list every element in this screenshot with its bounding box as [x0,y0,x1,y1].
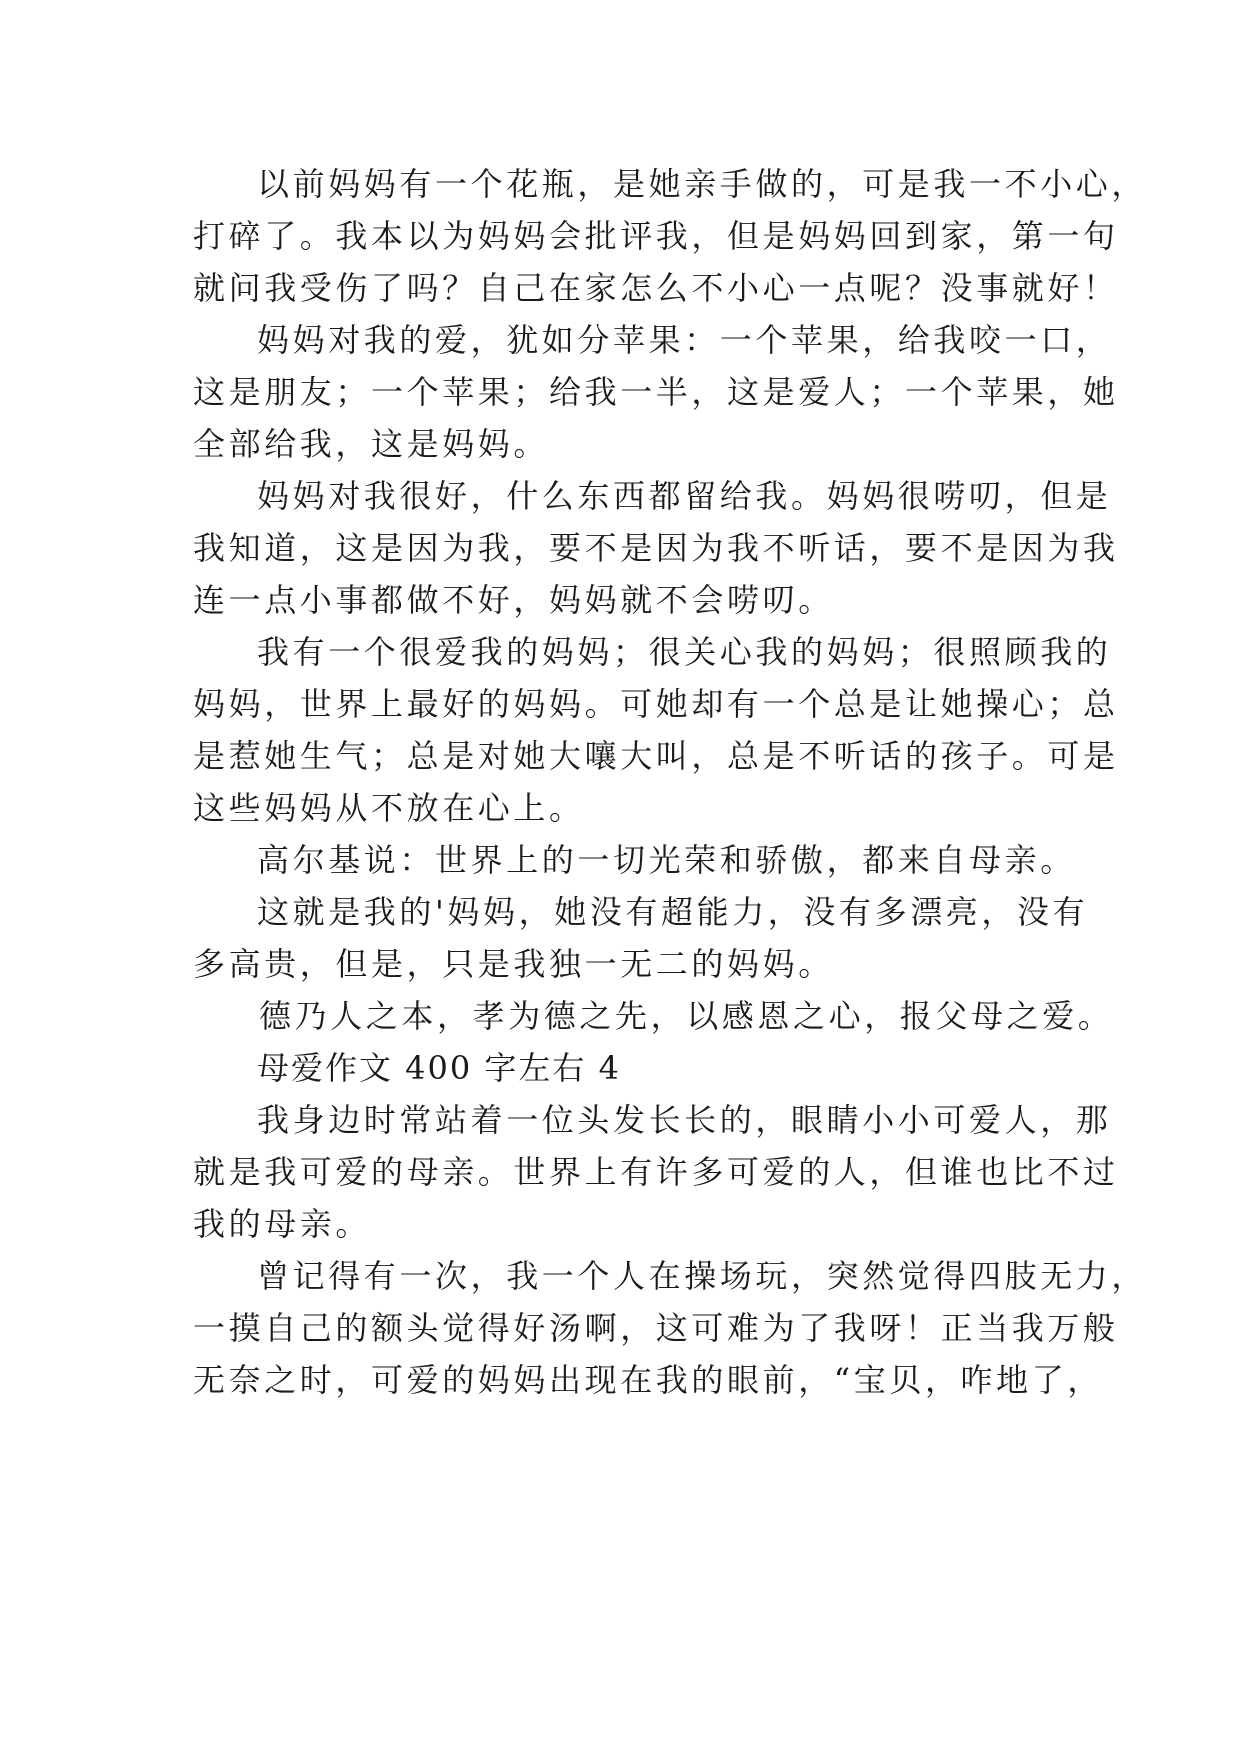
paragraph-line: 德乃人之本，孝为德之先，以感恩之心，报父母之爱。 [259,997,1114,1035]
paragraph-line: 曾记得有一次，我一个人在操场玩，突然觉得四肢无力， [257,1257,1148,1295]
paragraph-line: 妈妈对我的爱，犹如分苹果：一个苹果，给我咬一口， [257,321,1112,359]
paragraph-line: 全部给我，这是妈妈。 [193,425,550,463]
paragraph-line: 我知道，这是因为我，要不是因为我不听话，要不是因为我 [193,529,1119,567]
paragraph-line: 以前妈妈有一个花瓶，是她亲手做的，可是我一不小心， [257,165,1148,203]
paragraph-line: 我的母亲。 [193,1205,372,1243]
paragraph-line: 我身边时常站着一位头发长长的，眼睛小小可爱人，那 [257,1101,1112,1139]
paragraph-line: 多高贵，但是，只是我独一无二的妈妈。 [193,945,834,983]
paragraph-line: 妈妈对我很好，什么东西都留给我。妈妈很唠叨，但是 [257,477,1112,515]
paragraph-line: 连一点小事都做不好，妈妈就不会唠叨。 [193,581,834,619]
paragraph-line: 高尔基说：世界上的一切光荣和骄傲，都来自母亲。 [257,841,1076,879]
paragraph-line: 就是我可爱的母亲。世界上有许多可爱的人，但谁也比不过 [193,1153,1119,1191]
paragraph-line: 这是朋友；一个苹果；给我一半，这是爱人；一个苹果，她 [193,373,1119,411]
section-heading: 母爱作文 400 字左右 4 [257,1049,621,1087]
paragraph-line: 这就是我的'妈妈，她没有超能力，没有多漂亮，没有 [257,893,1089,931]
paragraph-line: 是惹她生气；总是对她大嚷大叫，总是不听话的孩子。可是 [193,737,1119,775]
paragraph-line: 就问我受伤了吗？自己在家怎么不小心一点呢？没事就好！ [193,269,1119,307]
paragraph-line: 无奈之时，可爱的妈妈出现在我的眼前，“宝贝，咋地了， [193,1361,1103,1399]
paragraph-line: 我有一个很爱我的妈妈；很关心我的妈妈；很照顾我的 [257,633,1112,671]
paragraph-line: 打碎了。我本以为妈妈会批评我，但是妈妈回到家，第一句 [193,217,1119,255]
paragraph-line: 这些妈妈从不放在心上。 [193,789,585,827]
paragraph-line: 一摸自己的额头觉得好汤啊，这可难为了我呀！正当我万般 [193,1309,1119,1347]
paragraph-line: 妈妈，世界上最好的妈妈。可她却有一个总是让她操心；总 [193,685,1119,723]
essay-body [193,158,1148,1406]
